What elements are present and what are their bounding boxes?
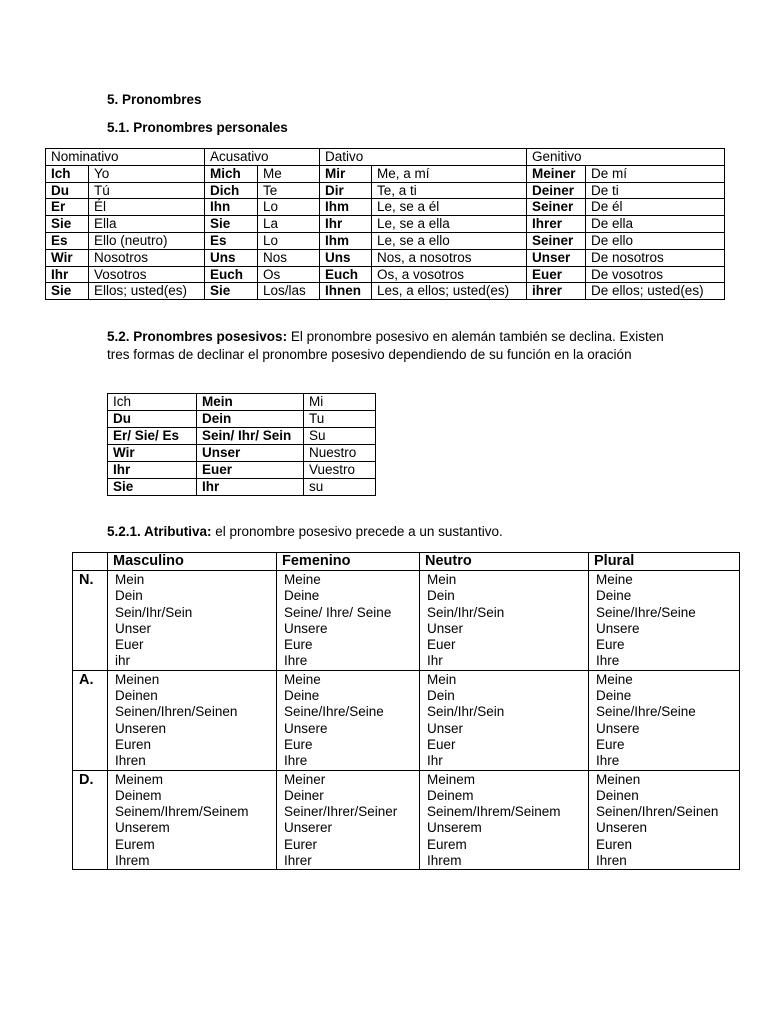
declension-form: Unserem bbox=[115, 820, 170, 836]
masculino-cell bbox=[108, 670, 277, 770]
declension-form: Ihr bbox=[427, 753, 443, 769]
header-plural: Plural bbox=[589, 553, 740, 571]
table-row bbox=[46, 165, 725, 182]
plural-cell bbox=[589, 670, 740, 770]
subject-cell: Wir bbox=[108, 445, 197, 462]
pronoun-cell: Ihm bbox=[320, 232, 372, 249]
declension-form: Eure bbox=[284, 736, 313, 752]
pronoun-cell: Ich bbox=[46, 165, 89, 182]
pronoun-cell: Ihn bbox=[205, 199, 258, 216]
declension-form: Unser bbox=[427, 620, 464, 636]
pronoun-cell: Mir bbox=[320, 165, 372, 182]
pronoun-cell: Euch bbox=[320, 266, 372, 283]
declension-form: Seinem/Ihrem/Seinem bbox=[427, 804, 561, 820]
pronoun-cell: Sie bbox=[205, 216, 258, 233]
declension-form: Dein bbox=[427, 688, 455, 704]
table-row bbox=[108, 445, 376, 462]
possessive-cell: Euer bbox=[197, 462, 304, 479]
declension-form: Eure bbox=[284, 637, 313, 653]
declension-form: Seine/Ihre/Seine bbox=[284, 704, 384, 720]
translation-cell: Te, a ti bbox=[372, 182, 527, 199]
declension-form: Mein bbox=[427, 572, 457, 587]
pronoun-cell: Mich bbox=[205, 165, 258, 182]
header-neutro: Neutro bbox=[420, 553, 589, 571]
declension-form: Ihren bbox=[596, 853, 627, 869]
declension-form: Meiner bbox=[284, 771, 326, 787]
case-label: A. bbox=[73, 670, 108, 770]
translation-cell: De ello bbox=[586, 232, 725, 249]
declension-form: Ihre bbox=[284, 753, 308, 769]
declension-form: Ihre bbox=[596, 653, 620, 669]
translation-cell: De ellos; usted(es) bbox=[586, 283, 725, 300]
translation-cell: Su bbox=[304, 428, 376, 445]
declension-form: Unser bbox=[427, 720, 464, 736]
subject-cell: Ihr bbox=[108, 462, 197, 479]
femenino-cell bbox=[277, 770, 420, 870]
declension-form: Deinem bbox=[427, 787, 474, 803]
pronoun-cell: Deiner bbox=[527, 182, 586, 199]
posesivos-paragraph bbox=[107, 328, 667, 364]
declension-form: Deine bbox=[284, 588, 320, 604]
translation-cell: Ella bbox=[89, 216, 205, 233]
translation-cell: Tu bbox=[304, 411, 376, 428]
header-femenino: Femenino bbox=[277, 553, 420, 571]
declension-form: Sein/Ihr/Sein bbox=[427, 704, 505, 720]
pronoun-cell: Ihnen bbox=[320, 283, 372, 300]
table-row bbox=[46, 182, 725, 199]
translation-cell: Nos bbox=[258, 249, 320, 266]
table-row bbox=[108, 479, 376, 496]
plural-cell bbox=[589, 571, 740, 671]
subsection-title-personales: 5.1. Pronombres personales bbox=[107, 120, 288, 135]
declension-form: Eurer bbox=[284, 836, 318, 852]
pronoun-cell: Euer bbox=[527, 266, 586, 283]
declension-form: Meinen bbox=[115, 671, 160, 687]
pronoun-cell: Wir bbox=[46, 249, 89, 266]
translation-cell: Os, a vosotros bbox=[372, 266, 527, 283]
translation-cell: Me bbox=[258, 165, 320, 182]
atributiva-title: 5.2.1. Atributiva: bbox=[107, 524, 212, 539]
declension-form: Deine bbox=[284, 688, 320, 704]
declension-form: Meine bbox=[596, 572, 633, 587]
possessive-cell: Ihr bbox=[197, 479, 304, 496]
declension-form: Deinen bbox=[596, 787, 639, 803]
pronoun-cell: Seiner bbox=[527, 232, 586, 249]
declension-form: Euren bbox=[115, 736, 152, 752]
declension-form: Mein bbox=[115, 572, 145, 587]
translation-cell: Tú bbox=[89, 182, 205, 199]
translation-cell: La bbox=[258, 216, 320, 233]
atributiva-paragraph bbox=[107, 523, 667, 541]
atributiva-text: el pronombre posesivo precede a un sustantivo. bbox=[211, 524, 503, 539]
translation-cell: Nos, a nosotros bbox=[372, 249, 527, 266]
pronoun-cell: Du bbox=[46, 182, 89, 199]
declension-form: Euer bbox=[427, 736, 456, 752]
translation-cell: Os bbox=[258, 266, 320, 283]
declension-form: Ihren bbox=[115, 753, 146, 769]
masculino-cell bbox=[108, 770, 277, 870]
pronoun-cell: Er bbox=[46, 199, 89, 216]
table-row bbox=[46, 216, 725, 233]
case-label: D. bbox=[73, 770, 108, 870]
translation-cell: Le, se a él bbox=[372, 199, 527, 216]
possessive-cell: Dein bbox=[197, 411, 304, 428]
declension-form: Sein/Ihr/Sein bbox=[427, 604, 505, 620]
pronoun-cell: Uns bbox=[320, 249, 372, 266]
header-dativo: Dativo bbox=[320, 149, 527, 166]
declension-form: Unsere bbox=[596, 720, 640, 736]
declension-form: Meine bbox=[284, 671, 321, 687]
pronoun-cell: Sie bbox=[46, 283, 89, 300]
declension-form: Unsere bbox=[284, 620, 328, 636]
declension-form: Seiner/Ihrer/Seiner bbox=[284, 804, 398, 820]
declension-form: Ihre bbox=[284, 653, 308, 669]
declension-form: Deine bbox=[596, 588, 632, 604]
declension-form: Mein bbox=[427, 671, 457, 687]
possessive-cell: Unser bbox=[197, 445, 304, 462]
pronoun-cell: Ihr bbox=[46, 266, 89, 283]
declension-form: Deinem bbox=[115, 787, 162, 803]
translation-cell: Ellos; usted(es) bbox=[89, 283, 205, 300]
declension-form: Seine/ Ihre/ Seine bbox=[284, 604, 392, 620]
pronoun-cell: Meiner bbox=[527, 165, 586, 182]
declension-form: Seinem/Ihrem/Seinem bbox=[115, 804, 249, 820]
translation-cell: Lo bbox=[258, 199, 320, 216]
table-row bbox=[108, 394, 376, 411]
translation-cell: Me, a mí bbox=[372, 165, 527, 182]
declension-form: Eurem bbox=[115, 836, 155, 852]
declension-form: Eure bbox=[596, 637, 625, 653]
translation-cell: Los/las bbox=[258, 283, 320, 300]
table-header-row bbox=[73, 553, 740, 571]
possessive-cell: Sein/ Ihr/ Sein bbox=[197, 428, 304, 445]
declension-form: Euren bbox=[596, 836, 633, 852]
pronoun-cell: Dir bbox=[320, 182, 372, 199]
declension-form: Meinen bbox=[596, 771, 641, 787]
translation-cell: De él bbox=[586, 199, 725, 216]
translation-cell: Ello (neutro) bbox=[89, 232, 205, 249]
pronoun-cell: Dich bbox=[205, 182, 258, 199]
translation-cell: Vuestro bbox=[304, 462, 376, 479]
table-row bbox=[73, 770, 740, 870]
declension-form: Unseren bbox=[596, 820, 648, 836]
declension-form: Eurem bbox=[427, 836, 467, 852]
subject-cell: Sie bbox=[108, 479, 197, 496]
pronoun-cell: Sie bbox=[205, 283, 258, 300]
translation-cell: Les, a ellos; usted(es) bbox=[372, 283, 527, 300]
translation-cell: Le, se a ello bbox=[372, 232, 527, 249]
declension-form: Euer bbox=[115, 637, 144, 653]
table-row bbox=[46, 266, 725, 283]
subject-cell: Er/ Sie/ Es bbox=[108, 428, 197, 445]
declension-form: Meine bbox=[596, 671, 633, 687]
table-row bbox=[108, 462, 376, 479]
translation-cell: De mí bbox=[586, 165, 725, 182]
translation-cell: Yo bbox=[89, 165, 205, 182]
table-row bbox=[73, 571, 740, 671]
declension-form: Ihrer bbox=[284, 853, 312, 869]
pronoun-cell: Ihm bbox=[320, 199, 372, 216]
table-header-row bbox=[46, 149, 725, 166]
neutro-cell bbox=[420, 571, 589, 671]
subject-cell: Ich bbox=[108, 394, 197, 411]
pronoun-cell: Euch bbox=[205, 266, 258, 283]
declension-form: Ihrem bbox=[427, 853, 462, 869]
header-case bbox=[73, 553, 108, 571]
table-row bbox=[46, 283, 725, 300]
declension-form: ihr bbox=[115, 653, 131, 669]
translation-cell: Nuestro bbox=[304, 445, 376, 462]
table-row bbox=[108, 428, 376, 445]
possessive-cell: Mein bbox=[197, 394, 304, 411]
table-row bbox=[46, 232, 725, 249]
pronoun-cell: Uns bbox=[205, 249, 258, 266]
declension-form: Unsere bbox=[284, 720, 328, 736]
declension-form: Eure bbox=[596, 736, 625, 752]
translation-cell: De ella bbox=[586, 216, 725, 233]
declension-form: Deine bbox=[596, 688, 632, 704]
case-label: N. bbox=[73, 571, 108, 671]
translation-cell: De nosotros bbox=[586, 249, 725, 266]
table-row bbox=[46, 249, 725, 266]
declension-form: Meinem bbox=[427, 771, 476, 787]
pronoun-cell: Es bbox=[46, 232, 89, 249]
translation-cell: De ti bbox=[586, 182, 725, 199]
table-row bbox=[46, 199, 725, 216]
posesivos-text: El pronombre posesivo en alemán también se declina. Existen tres formas de declinar el pronombre posesivo dependiendo de su función en la oración bbox=[107, 329, 664, 362]
subject-cell: Du bbox=[108, 411, 197, 428]
declension-form: Seinen/Ihren/Seinen bbox=[115, 704, 238, 720]
declension-form: Ihre bbox=[596, 753, 620, 769]
pronoun-cell: Unser bbox=[527, 249, 586, 266]
translation-cell: su bbox=[304, 479, 376, 496]
declension-form: Seinen/Ihren/Seinen bbox=[596, 804, 719, 820]
declension-form: Dein bbox=[115, 588, 143, 604]
pronoun-cell: Sie bbox=[46, 216, 89, 233]
declension-form: Unser bbox=[115, 620, 152, 636]
declension-form: Unserer bbox=[284, 820, 333, 836]
header-masculino: Masculino bbox=[108, 553, 277, 571]
section-title: 5. Pronombres bbox=[107, 92, 202, 107]
declension-form: Ihr bbox=[427, 653, 443, 669]
pronoun-cell: Seiner bbox=[527, 199, 586, 216]
declension-form: Meine bbox=[284, 572, 321, 587]
translation-cell: Él bbox=[89, 199, 205, 216]
declension-form: Dein bbox=[427, 588, 455, 604]
header-genitivo: Genitivo bbox=[527, 149, 725, 166]
table-row bbox=[108, 411, 376, 428]
femenino-cell bbox=[277, 670, 420, 770]
declension-form: Deiner bbox=[284, 787, 324, 803]
declension-form: Ihrem bbox=[115, 853, 150, 869]
translation-cell: Le, se a ella bbox=[372, 216, 527, 233]
declension-form: Seine/Ihre/Seine bbox=[596, 704, 696, 720]
translation-cell: Vosotros bbox=[89, 266, 205, 283]
translation-cell: Nosotros bbox=[89, 249, 205, 266]
personal-pronouns-table bbox=[45, 148, 725, 300]
neutro-cell bbox=[420, 670, 589, 770]
table-row bbox=[73, 670, 740, 770]
declension-form: Deinen bbox=[115, 688, 158, 704]
pronoun-cell: Ihr bbox=[320, 216, 372, 233]
declension-form: Meinem bbox=[115, 771, 164, 787]
declension-form: Unseren bbox=[115, 720, 167, 736]
translation-cell: De vosotros bbox=[586, 266, 725, 283]
possessive-pronouns-table bbox=[107, 393, 376, 496]
plural-cell bbox=[589, 770, 740, 870]
masculino-cell bbox=[108, 571, 277, 671]
header-nominativo: Nominativo bbox=[46, 149, 205, 166]
translation-cell: Lo bbox=[258, 232, 320, 249]
declension-form: Unsere bbox=[596, 620, 640, 636]
translation-cell: Mi bbox=[304, 394, 376, 411]
declension-form: Unserem bbox=[427, 820, 482, 836]
translation-cell: Te bbox=[258, 182, 320, 199]
neutro-cell bbox=[420, 770, 589, 870]
pronoun-cell: Es bbox=[205, 232, 258, 249]
declension-form: Seine/Ihre/Seine bbox=[596, 604, 696, 620]
posesivos-title: 5.2. Pronombres posesivos: bbox=[107, 329, 288, 344]
pronoun-cell: Ihrer bbox=[527, 216, 586, 233]
header-acusativo: Acusativo bbox=[205, 149, 320, 166]
declension-form: Euer bbox=[427, 637, 456, 653]
femenino-cell bbox=[277, 571, 420, 671]
declension-form: Sein/Ihr/Sein bbox=[115, 604, 193, 620]
attributive-declension-table bbox=[72, 552, 740, 870]
pronoun-cell: ihrer bbox=[527, 283, 586, 300]
